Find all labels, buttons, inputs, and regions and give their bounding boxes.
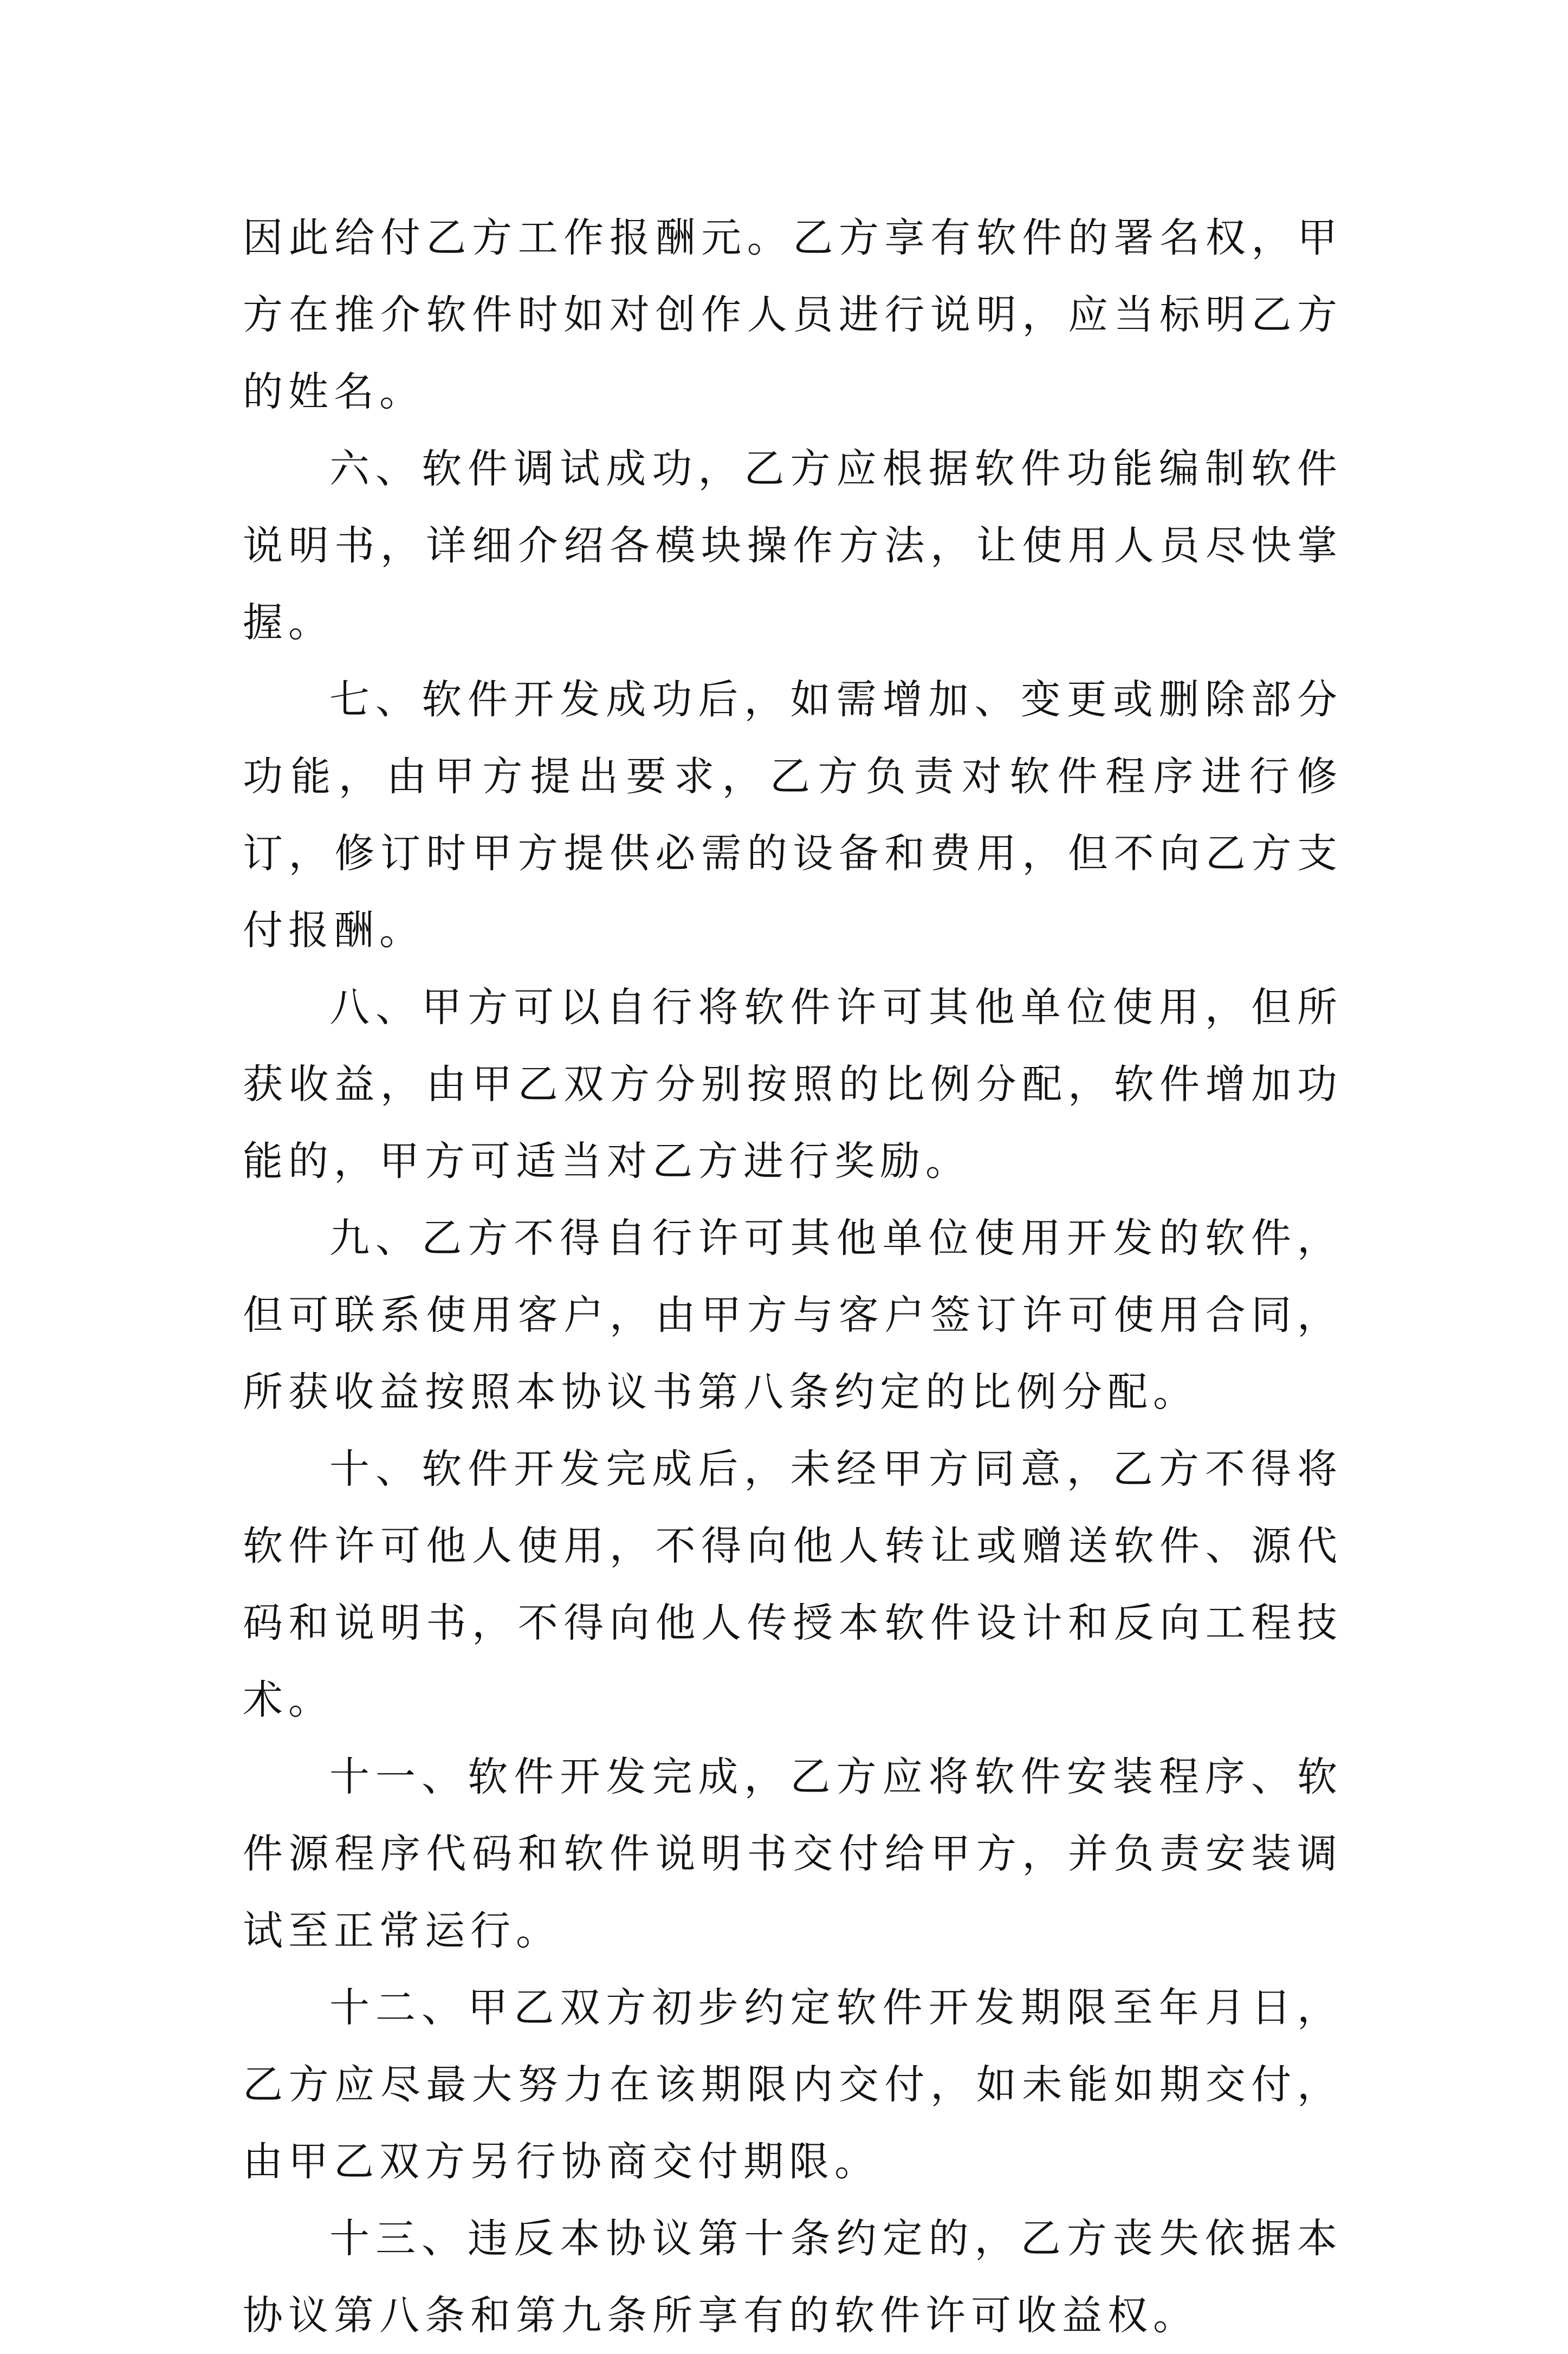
clause-9: 九、乙方不得自行许可其他单位使用开发的软件，但可联系使用客户，由甲方与客户签订许可使用合同，所获收益按照本协议书第八条约定的比例分配。 <box>243 1215 1343 1415</box>
clause-6: 六、软件调试成功，乙方应根据软件功能编制软件说明书，详细介绍各模块操作方法，让使用人员尽快掌握。 <box>243 445 1343 646</box>
clause-7: 七、软件开发成功后，如需增加、变更或删除部分功能，由甲方提出要求，乙方负责对软件程序进行修订，修订时甲方提供必需的设备和费用，但不向乙方支付报酬。 <box>243 676 1343 954</box>
clause-13: 十三、违反本协议第十条约定的，乙方丧失依据本协议第八条和第九条所享有的软件许可收益权。 <box>243 2215 1343 2339</box>
clause-12: 十二、甲乙双方初步约定软件开发期限至年月日，乙方应尽最大努力在该期限内交付，如未能如期交付，由甲乙双方另行协商交付期限。 <box>243 1984 1343 2185</box>
clause-10: 十、软件开发完成后，未经甲方同意，乙方不得将软件许可他人使用，不得向他人转让或赠送软件、源代码和说明书，不得向他人传授本软件设计和反向工程技术。 <box>243 1446 1343 1723</box>
clause-8: 八、甲方可以自行将软件许可其他单位使用，但所获收益，由甲乙双方分别按照的比例分配，软件增加功能的，甲方可适当对乙方进行奖励。 <box>243 984 1343 1185</box>
clause-11: 十一、软件开发完成，乙方应将软件安装程序、软件源程序代码和软件说明书交付给甲方，并负责安装调试至正常运行。 <box>243 1754 1343 1954</box>
document-body <box>243 199 1343 2354</box>
paragraph-continuation: 因此给付乙方工作报酬元。乙方享有软件的署名权，甲方在推介软件时如对创作人员进行说明，应当标明乙方的姓名。 <box>243 215 1343 415</box>
